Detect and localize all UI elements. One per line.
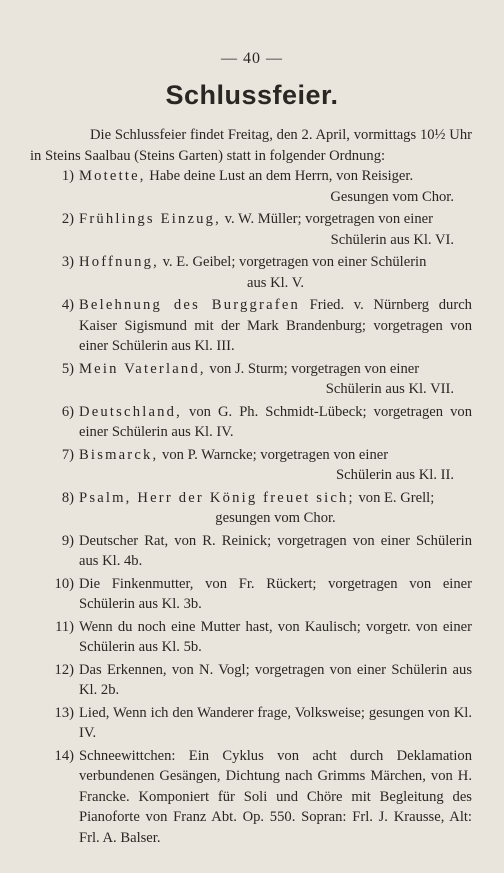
- program-item: [30, 166, 472, 207]
- program-item-text: von P. Warncke; vorgetragen von einer: [158, 446, 389, 463]
- program-item-text: v. E. Geibel; vorgetragen von einer Schülerin: [158, 254, 427, 270]
- program-item-performer: Schülerin aus Kl. II.: [336, 467, 454, 483]
- program-item: [30, 574, 472, 615]
- program-item-number: 6): [61, 403, 74, 420]
- program-item-number: 9): [61, 532, 74, 549]
- program-item: [30, 617, 472, 658]
- program-item-text: von G. Ph. Schmidt-Lübeck; vorgetragen von einer Schülerin aus Kl. IV.: [79, 403, 472, 440]
- program-item-number: 5): [61, 360, 74, 377]
- program-item: [30, 252, 472, 293]
- program-item-number: 1): [61, 168, 74, 184]
- program-item-text: von J. Sturm; vorgetragen von einer: [205, 360, 420, 377]
- program-item: [30, 488, 472, 529]
- program-item: [30, 402, 472, 443]
- program-item: [30, 295, 472, 357]
- program-item-text: Wenn du noch eine Mutter hast, von Kaulisch; vorgetr. von einer Schülerin aus Kl. 5b.: [79, 618, 472, 655]
- program-item-number: 10): [54, 575, 74, 592]
- program-item-text: Lied, Wenn ich den Wanderer frage, Volksweise; gesungen von Kl. IV.: [79, 704, 472, 741]
- program-item-title: Mein Vaterland,: [79, 360, 206, 377]
- program-item: [30, 660, 472, 701]
- program-item-number: 4): [61, 297, 74, 313]
- program-item-text: Habe deine Lust an dem Herrn, von Reisiger.: [145, 168, 414, 184]
- program-item-number: 3): [61, 254, 74, 270]
- program-item-text: Deutscher Rat, von R. Reinick; vorgetragen von einer Schülerin aus Kl. 4b.: [79, 532, 472, 569]
- program-item-performer: Gesungen vom Chor.: [330, 188, 454, 205]
- program-item: [30, 209, 472, 250]
- program-item-text: Schneewittchen: Ein Cyklus von acht durch Deklamation verbundenen Gesängen, Dichtung nach Grimms Märchen, von H. Francke. Komponiert für Soli und Chöre mit Begleitung des Pianoforte von Franz Abt. Op. 550. Sopran: Frl. J. Krausse, Alt: Frl. A. Balser.: [79, 747, 472, 846]
- program-item-number: 2): [61, 211, 74, 227]
- program-item: [30, 703, 472, 744]
- program-item-performer: Schülerin aus Kl. VII.: [325, 381, 454, 397]
- program-item-text: Fried. v. Nürnberg durch Kaiser Sigismund mit der Mark Brandenburg; vorgetragen von einer Schülerin aus Kl. III.: [79, 297, 472, 354]
- program-item-number: 13): [54, 704, 74, 721]
- program-item-title: Deutschland,: [79, 403, 182, 420]
- program-item-number: 8): [61, 489, 74, 506]
- program-item-title: Belehnung des Burggrafen: [79, 297, 300, 313]
- program-item-performer: gesungen vom Chor.: [215, 510, 336, 526]
- program-item-text: von E. Grell;: [354, 489, 435, 506]
- program-list: [30, 166, 472, 848]
- program-item-performer: Schülerin aus Kl. VI.: [330, 231, 454, 248]
- page-number: — 40 —: [221, 50, 283, 67]
- program-item-title: Frühlings Einzug,: [79, 211, 221, 227]
- program-item: [30, 531, 472, 572]
- program-item: [30, 746, 472, 849]
- program-item-text: Die Finkenmutter, von Fr. Rückert; vorgetragen von einer Schülerin aus Kl. 3b.: [79, 575, 472, 612]
- program-item-text: Das Erkennen, von N. Vogl; vorgetragen von einer Schülerin aus Kl. 2b.: [79, 661, 472, 698]
- program-item-number: 7): [61, 446, 74, 463]
- program-item: [30, 359, 472, 400]
- program-item-number: 14): [54, 747, 74, 764]
- intro-paragraph: Die Schlussfeier findet Freitag, den 2. April, vormittags 10½ Uhr in Steins Saalbau (Steins Garten) statt in folgender Ordnung:: [30, 127, 472, 164]
- program-item-performer: aus Kl. V.: [246, 274, 305, 291]
- program-item-number: 11): [55, 618, 74, 635]
- program-text: [30, 125, 472, 850]
- program-item-number: 12): [54, 661, 74, 678]
- page-title: Schlussfeier.: [165, 80, 339, 110]
- program-item-text: v. W. Müller; vorgetragen von einer: [221, 211, 433, 227]
- program-item-title: Bismarck,: [79, 446, 159, 463]
- program-item-title: Hoffnung,: [79, 254, 159, 270]
- program-item-title: Motette,: [79, 168, 146, 184]
- program-item-title: Psalm, Herr der König freuet sich;: [79, 489, 355, 506]
- program-item: [30, 445, 472, 486]
